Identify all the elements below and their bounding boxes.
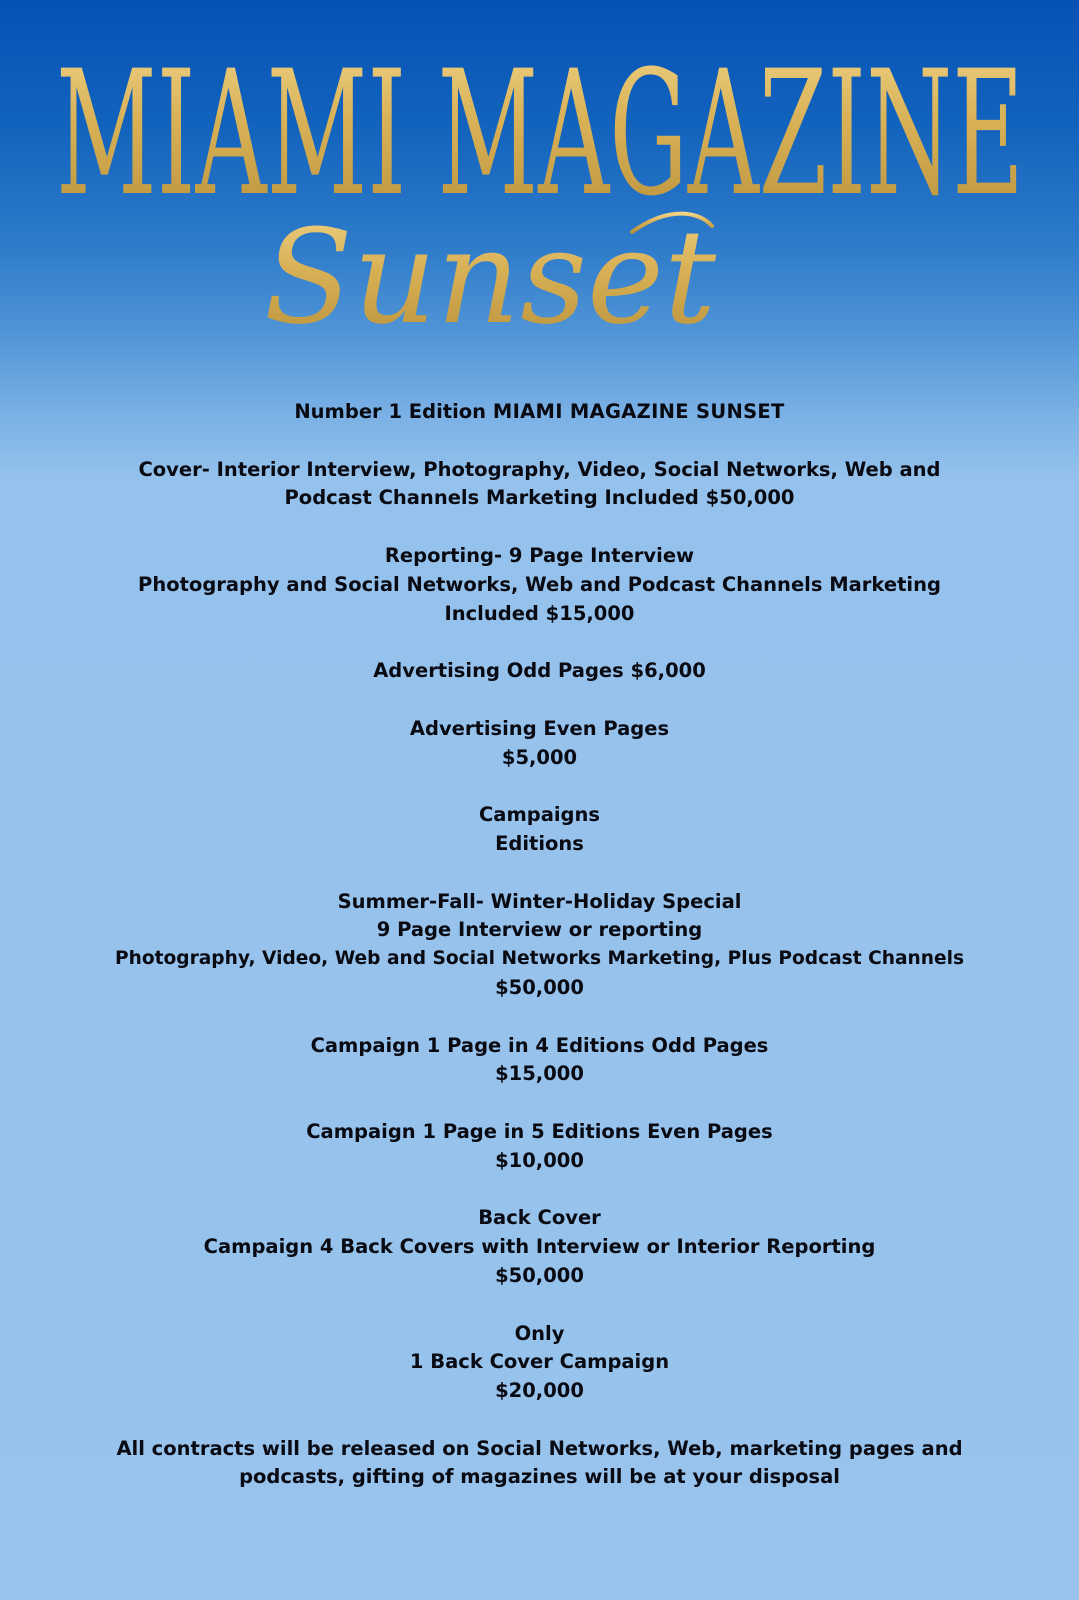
offer-cover xyxy=(40,456,1039,514)
offer-even-pages xyxy=(40,715,1039,773)
campaigns-heading xyxy=(40,801,1039,859)
footer-note-line1: All contracts will be released on Social Networks, Web, marketing pages and xyxy=(116,1436,963,1460)
footer-note xyxy=(40,1435,1039,1493)
offer-back-cover xyxy=(40,1204,1039,1290)
pricing-content xyxy=(40,398,1039,1492)
edition-heading xyxy=(40,398,1039,427)
offer-seasonal-line3: Photography, Video, Web and Social Networks Marketing, Plus Podcast Channels xyxy=(114,948,965,970)
offer-campaign-odd xyxy=(40,1032,1039,1090)
offer-odd-pages-line1: Advertising Odd Pages $6,000 xyxy=(373,659,706,683)
offer-cover-line1: Cover- Interior Interview, Photography, Video, Social Networks, Web and xyxy=(138,457,941,481)
offer-campaign-odd-price: $15,000 xyxy=(495,1062,584,1086)
offer-campaign-even xyxy=(40,1118,1039,1176)
offer-cover-line2: Podcast Channels Marketing Included $50,000 xyxy=(284,486,795,510)
offer-single-back-cover xyxy=(40,1320,1039,1406)
offer-reporting xyxy=(40,542,1039,628)
offer-odd-pages xyxy=(40,657,1039,686)
offer-single-back-cover-line1: Only xyxy=(514,1321,565,1345)
offer-single-back-cover-line2: 1 Back Cover Campaign xyxy=(409,1350,670,1374)
masthead xyxy=(0,0,1079,360)
offer-seasonal-line1: Summer-Fall- Winter-Holiday Special xyxy=(337,889,742,913)
offer-campaign-even-line1: Campaign 1 Page in 5 Editions Even Pages xyxy=(306,1119,773,1143)
offer-campaign-odd-line1: Campaign 1 Page in 4 Editions Odd Pages xyxy=(310,1033,769,1057)
edition-prefix: Number 1 Edition xyxy=(294,400,487,423)
campaigns-heading-line2: Editions xyxy=(495,831,584,855)
offer-seasonal-price: $50,000 xyxy=(495,975,584,999)
offer-seasonal-line2: 9 Page Interview or reporting xyxy=(376,918,703,942)
offer-reporting-line3: Included $15,000 xyxy=(444,601,635,625)
offer-seasonal xyxy=(40,888,1039,1003)
campaigns-heading-line1: Campaigns xyxy=(478,803,601,827)
magazine-subtitle: Sunset xyxy=(263,201,717,353)
offer-back-cover-price: $50,000 xyxy=(495,1263,584,1287)
offer-campaign-even-price: $10,000 xyxy=(495,1148,584,1172)
offer-even-pages-line1: Advertising Even Pages xyxy=(409,716,670,740)
footer-note-line2: podcasts, gifting of magazines will be at your disposal xyxy=(239,1465,840,1489)
offer-reporting-line2: Photography and Social Networks, Web and Podcast Channels Marketing xyxy=(138,572,941,596)
offer-even-pages-price: $5,000 xyxy=(501,745,578,769)
edition-name: MIAMI MAGAZINE SUNSET xyxy=(492,400,785,423)
offer-reporting-line1: Reporting- 9 Page Interview xyxy=(384,543,695,567)
magazine-title: MIAMI MAGAZINE xyxy=(56,33,1024,234)
offer-single-back-cover-price: $20,000 xyxy=(495,1379,584,1403)
offer-back-cover-line1: Back Cover xyxy=(478,1206,601,1230)
masthead-logo xyxy=(0,0,1079,360)
offer-back-cover-line2: Campaign 4 Back Covers with Interview or Interior Reporting xyxy=(203,1235,876,1259)
